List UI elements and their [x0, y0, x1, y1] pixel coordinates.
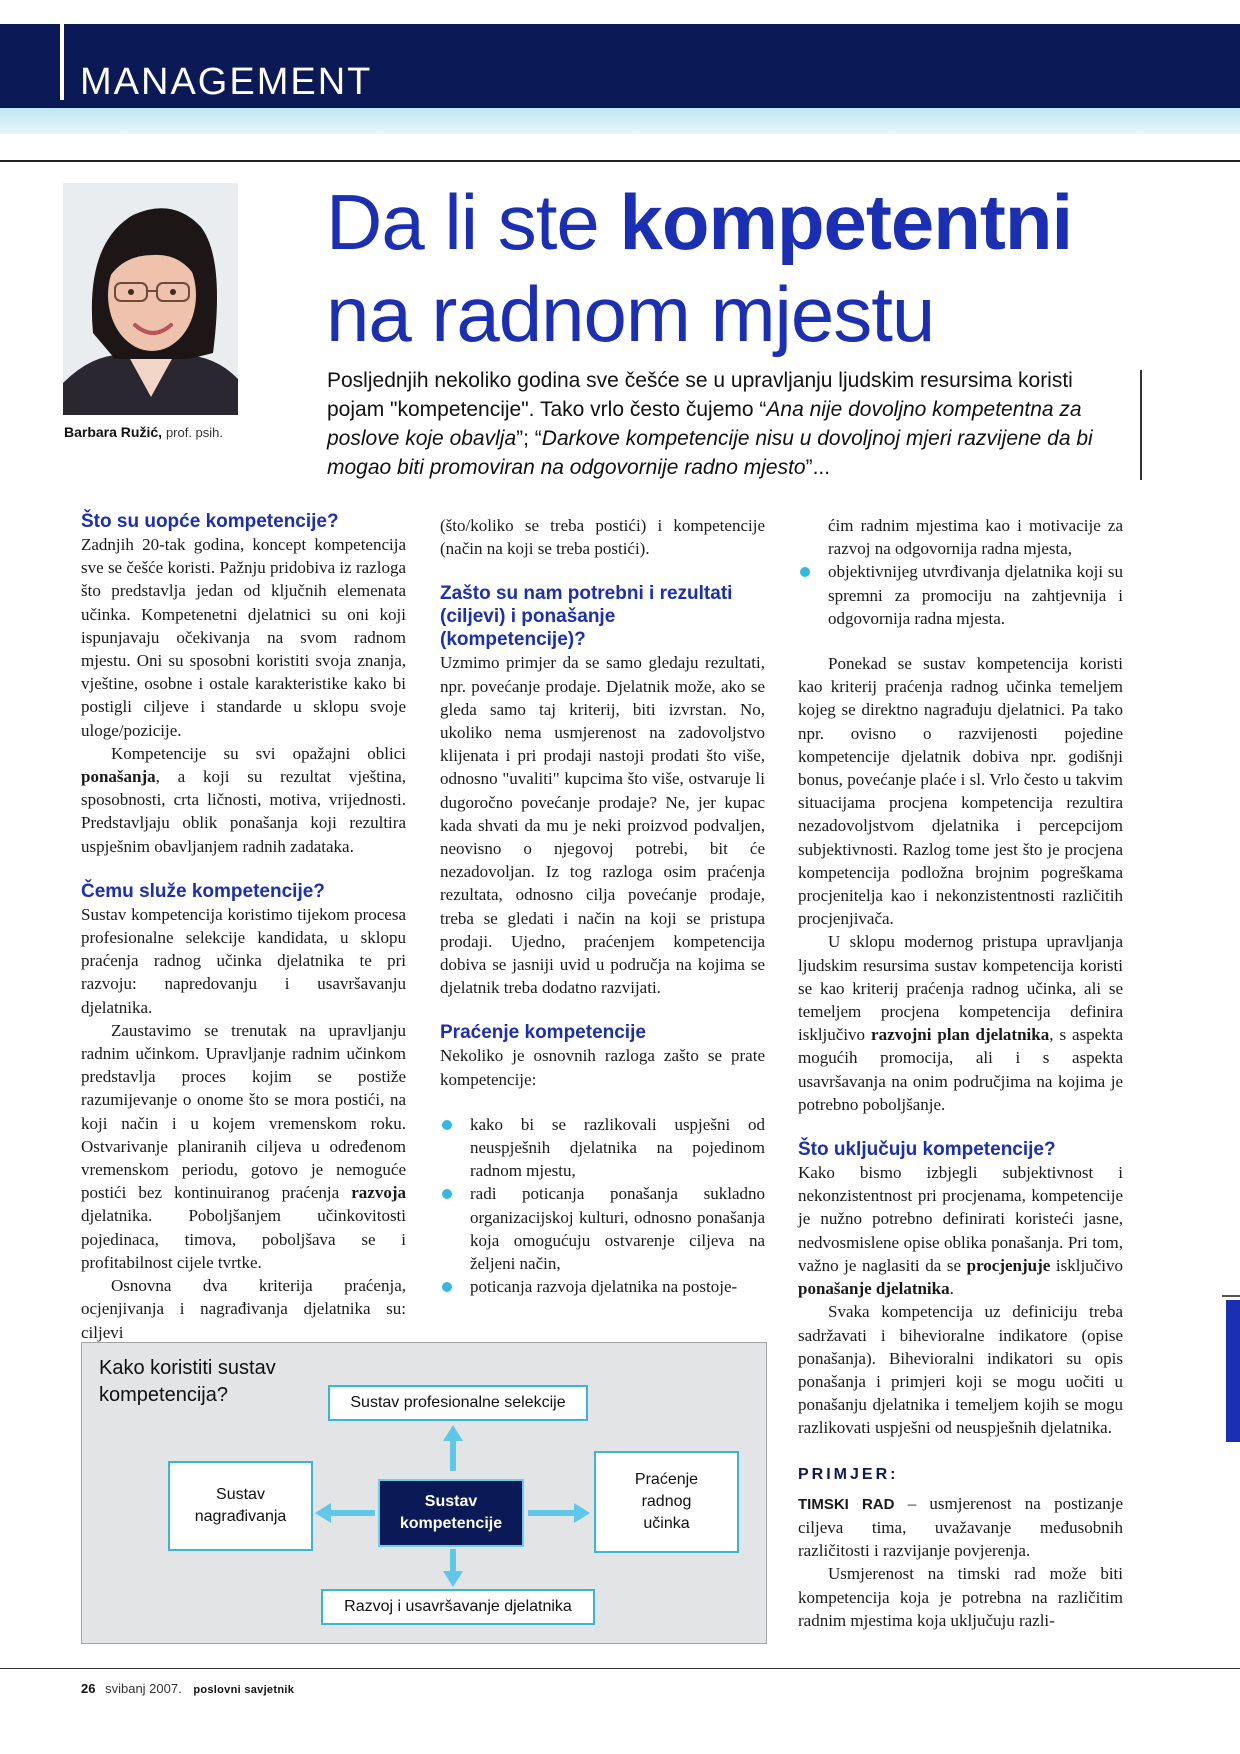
list-item [440, 1113, 765, 1183]
paragraph: Ponekad se sustav kompetencija koristi kao kriterij praćenja radnog učinka temeljem kojeg se direktno nagrađuju djelatnici. Pa tako npr. ovisno o razvijenosti pojedine kompetencije djelatnik dobiva npr. godišnji bonus, povećanje plaće i sl. Vrlo često u takvim situacijama procjena kompetencija rezultira nezadovoljstvom djelatnika i percepcijom subjektivnosti. Razlog tome jest što je procjena kompetencija podložna brojnim pogreškama procjenitelja kao i nekonzistentnosti različitih procjenjivača. [798, 654, 1123, 929]
header-rule [0, 160, 1240, 162]
bullet-icon [442, 1282, 452, 1292]
text: U sklopu modernog pristupa upravljanja ljudskim resursima sustav kompetencija koristi se kao kriterij praćenja radnog učinka, ali se temeljem procjena kompetencija definira isključivo [798, 932, 1123, 1045]
column-2 [440, 514, 765, 1298]
heading-sto-su-kompetencije: Što su uopće kompetencije? [81, 511, 339, 532]
title-part1: Da li ste [326, 178, 620, 266]
arrow-left-icon [315, 1503, 375, 1523]
list-item [440, 1182, 765, 1275]
box-rewards-label: Sustav nagrađivanja [194, 1486, 287, 1525]
bold-text: razvoja [351, 1183, 406, 1203]
box-performance-label: Praćenje radnog učinka [634, 1471, 699, 1532]
list-item-text: poticanja razvoja djelatnika na postoje- [470, 1277, 738, 1297]
paragraph: Nekoliko je osnovnih razloga zašto se prate kompetencije: [440, 1046, 765, 1089]
text: Kompetencije su svi opažajni oblici [111, 743, 406, 763]
list-item [440, 1275, 765, 1298]
paragraph: Osnovna dva kriterija praćenja, ocjenjivanja i nagrađivanja djelatnika su: ciljevi [81, 1276, 406, 1342]
heading-cemu-sluze: Čemu služe kompetencije? [81, 880, 325, 902]
lead-quote-1: Ana nije dovoljno kompetentna za poslove koje obavlja [327, 398, 1082, 450]
bold-text: procjenjuje [966, 1255, 1051, 1275]
author-photo [63, 183, 238, 415]
bold-text: ponašanje djelatnika [798, 1279, 950, 1299]
text: djelatnika. Poboljšanjem učinkovitosti pojedinaca, timova, poboljšava se i profitabilnost cijele tvrtke. [81, 1206, 406, 1272]
page-footer [81, 1681, 294, 1696]
primjer-label: PRIMJER: [798, 1465, 899, 1483]
paragraph [81, 742, 406, 858]
timski-rad-label: TIMSKI RAD [798, 1495, 895, 1513]
list-item [798, 514, 1123, 560]
text: , s aspekta mogućih promocija, ali i s aspekta usavršavanja na onim područjima na kojima je potrebno poboljšanje. [798, 1025, 1123, 1114]
bullet-icon [800, 567, 810, 577]
arrow-down-icon [443, 1549, 463, 1587]
bullet-icon [442, 1120, 452, 1130]
author-title: prof. psih. [165, 425, 224, 440]
box-performance [594, 1451, 739, 1553]
heading-sto-ukljucuju: Što uključuju kompetencije? [798, 1139, 1056, 1161]
text: . [949, 1279, 954, 1299]
paragraph [798, 930, 1123, 1116]
author-name: Barbara Ružić, [64, 424, 163, 440]
author-portrait-illustration [63, 183, 238, 415]
list-item-text: radi poticanja ponašanja sukladno organizacijskoj kulturi, odnosno ponašanja koja omogućuju ostvarenje ciljeva na željeni način, [470, 1184, 765, 1274]
lead-text-1: Posljednjih nekoliko godina sve češće se u upravljanju ljudskim resursima koristi pojam "kompetencije". Tako vrlo često čujemo “ [327, 369, 1073, 421]
column-3 [798, 514, 1123, 1632]
heading-zasto-potrebni: Zašto su nam potrebni i rezultati (ciljevi) i ponašanje (kompetencije)? [440, 583, 733, 651]
arrow-up-icon [443, 1425, 463, 1471]
issue-date: svibanj 2007. [105, 1681, 182, 1696]
header-tick [60, 24, 64, 100]
box-center [378, 1479, 524, 1547]
heading-pracenje: Praćenje kompetencije [440, 1022, 646, 1044]
lead-text-2: ”; “ [516, 427, 542, 450]
paragraph [798, 1161, 1123, 1300]
list-item-text: objektivnijeg utvrđivanja djelatnika koji su spremni za promociju na zahtjevnija i odgovornija radna mjesta. [828, 562, 1123, 628]
bold-text: razvojni plan djelatnika [871, 1025, 1050, 1045]
title-line2: na radnom mjestu [326, 270, 935, 358]
box-development: Razvoj i usavršavanje djelatnika [321, 1589, 595, 1625]
text: isključivo [1050, 1255, 1123, 1275]
paragraph [81, 1019, 406, 1274]
magazine-name: poslovni savjetnik [193, 1684, 295, 1696]
text: Zaustavimo se trenutak na upravljanju radnim učinkom. Upravljanje radnim učinkom predstavlja proces kojim se postiže razumijevanje o onome što se mora postići, na koji način i u kojem vremenskom roku. Ostvarivanje planiranih ciljeva u određenom vremenskom periodu, gotovo je nemoguće postići bez kontinuiranog praćenja [81, 1020, 406, 1203]
edge-rule [1222, 1295, 1240, 1297]
lead-bar [1140, 370, 1142, 480]
reasons-list [440, 1113, 765, 1299]
paragraph: Zadnjih 20-tak godina, koncept kompetencija sve se češće koristi. Pažnju pridobiva iz razloga što predstavlja jedan od ključnih elemenata učinka. Kompetenetni djelatnici su oni koji ispunjavaju očekivanja na svom radnom mjestu. Oni su sposobni koristiti svoja znanja, vještine, osobne i ostale karakteristike kako bi postigli ciljeve i standarde u sklopu svoje uloge/pozicije. [81, 535, 406, 740]
paragraph: Uzmimo primjer da se samo gledaju rezultati, npr. povećanje prodaje. Djelatnik može, ako se gleda samo taj kriterij, biti izvrstan. No, ukoliko nema usmjerenost na zadovoljstvo klijenata i pri prodaji nastoji prodati što više, odnosno "uvaliti" kupcima što više, ostvaruje li dugoročno povećanje prodaje? Ne, jer kupac kada shvati da mu je neki proizvod podvaljen, neovisno o njegovoj potrebi, bit će nezadovoljan. Iz tog razloga osim praćenja rezultata, odnosno cilja povećanje prodaje, treba se gledati i način na koji se pristupa prodaji. Ujedno, praćenjem kompetencija dobiva se jasniji uvid u područja na kojima se djelatnik treba dodatno razvijati. [440, 653, 765, 998]
column-1 [81, 510, 406, 1344]
text: – usmjerenost na postizanje ciljeva tima, uvažavanje međusobnih različitosti i razvijanje povjerenja. [798, 1493, 1124, 1561]
paragraph: Usmjerenost na timski rad može biti kompetencija koja je potrebna na različitim radnim mjestima koja uključuju razli- [798, 1564, 1123, 1630]
title-bold: kompetentni [619, 178, 1073, 266]
reasons-list-cont [798, 514, 1123, 630]
list-item-text: ćim radnim mjestima kao i motivacije za razvoj na odgovornija radna mjesta, [828, 516, 1123, 559]
text: , a koji su rezultat vještina, sposobnosti, crta ličnosti, motiva, vrijednosti. Predstavljaju oblik ponašanja koji rezultira uspješnim obavljanjem radnih zadataka. [81, 767, 406, 856]
list-item-text: kako bi se razlikovali uspješni od neuspješnih djelatnika na pojedinom radnom mjestu, [470, 1114, 765, 1181]
paragraph [798, 1492, 1123, 1563]
paragraph: (što/koliko se treba postići) i kompetencije (način na koji se treba postići). [440, 516, 765, 559]
page-number: 26 [81, 1681, 96, 1696]
box-selection: Sustav profesionalne selekcije [328, 1385, 588, 1421]
author-caption [64, 424, 223, 440]
article-title [326, 176, 1206, 360]
diagram-title: Kako koristiti sustav kompetencija? [99, 1357, 276, 1406]
bold-text: ponašanja [81, 767, 156, 787]
competency-diagram [81, 1342, 767, 1644]
section-label: MANAGEMENT [80, 61, 373, 103]
box-center-label: Sustav kompetencije [399, 1493, 503, 1532]
header-stripe [0, 108, 1240, 134]
paragraph: Sustav kompetencija koristimo tijekom procesa profesionalne selekcije kandidata, u sklopu praćenja radnog učinka djelatnika te pri razvoju: napredovanju i usavršavanju djelatnika. [81, 904, 406, 1017]
edge-tab [1226, 1300, 1240, 1442]
lead-text-3: ”... [805, 456, 831, 479]
arrow-right-icon [528, 1503, 590, 1523]
paragraph: Svaka kompetencija uz definiciju treba sadržavati i bihevioralne indikatore (opise ponašanja). Bihevioralni indikatori su opis ponašanja i primjeri koji se mogu uočiti u ponašanju djelatnika i temeljem kojih se mogu razlikovati uspješni od neuspješnih djelatnika. [798, 1302, 1123, 1438]
article-lead [327, 366, 1127, 482]
text: Kako bismo izbjegli subjektivnost i nekonzistentnost pri procjenama, kompetencije je nužno potrebno definirati koristeći jasne, nedvosmislene opise oblika ponašanja. Pri tom, važno je naglasiti da se [798, 1163, 1123, 1275]
example-label [798, 1462, 1123, 1486]
bullet-icon [442, 1189, 452, 1199]
box-rewards [168, 1461, 313, 1551]
list-item [798, 560, 1123, 630]
lead-quote-2: Darkove kompetencije nisu u dovoljnoj mjeri razvijene da bi mogao biti promoviran na odgovornije radno mjesto [327, 427, 1093, 479]
footer-rule [0, 1668, 1240, 1669]
